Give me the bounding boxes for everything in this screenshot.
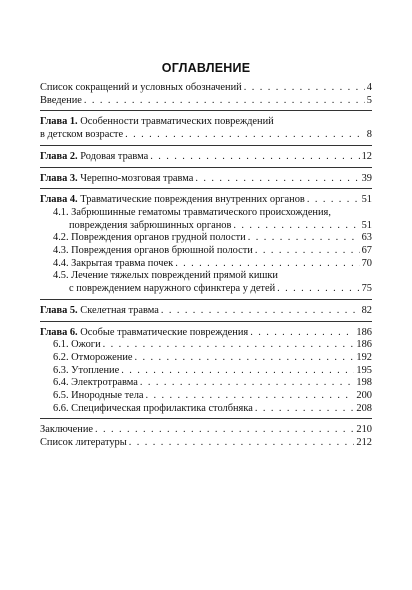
leader-dots bbox=[195, 173, 359, 186]
chapter-label: Глава 4. bbox=[40, 194, 78, 206]
toc-entry-text: 4.5. Лечение тяжелых повреждений прямой кишки bbox=[53, 270, 278, 282]
leader-dots bbox=[175, 258, 359, 271]
toc-entry-text: Особые травматические повреждения bbox=[80, 326, 249, 338]
toc-entry-text: 6.5. Инородные тела bbox=[53, 390, 144, 402]
toc-entry-section-6-6[interactable] bbox=[40, 403, 372, 416]
toc-page-number: 51 bbox=[361, 219, 372, 231]
leader-dots bbox=[248, 232, 360, 245]
section-divider bbox=[40, 321, 372, 322]
toc-entry-text: 6.3. Утопление bbox=[53, 364, 120, 376]
leader-dots bbox=[250, 327, 354, 340]
toc-page-number: 51 bbox=[361, 194, 372, 206]
toc-entry-text: 4.1. Забрюшинные гематомы травматического происхождения, bbox=[53, 206, 331, 218]
chapter-label: Глава 6. bbox=[40, 326, 78, 338]
toc-page-number: 198 bbox=[356, 377, 372, 389]
section-divider bbox=[40, 167, 372, 168]
toc-entry-line bbox=[40, 116, 372, 129]
chapter-label: Глава 5. bbox=[40, 304, 78, 316]
toc-page-number: 186 bbox=[356, 339, 372, 351]
section-divider bbox=[40, 145, 372, 146]
toc-entry-text-continued: повреждения забрюшинных органов bbox=[69, 219, 232, 231]
toc-page-number: 82 bbox=[361, 304, 372, 316]
toc-entry-introduction[interactable] bbox=[40, 95, 372, 108]
toc-page-number: 200 bbox=[356, 390, 372, 402]
toc-entry-chapter-3[interactable] bbox=[40, 173, 372, 186]
toc-page-number: 210 bbox=[356, 424, 372, 436]
chapter-label: Глава 3. bbox=[40, 172, 78, 184]
toc-page-number: 8 bbox=[366, 129, 372, 141]
leader-dots bbox=[140, 377, 355, 390]
toc-page-number: 4 bbox=[366, 82, 372, 93]
page-title: ОГЛАВЛЕНИЕ bbox=[161, 61, 251, 75]
toc-entry-chapter-2[interactable] bbox=[40, 151, 372, 164]
toc-entry-text: Травматические повреждения внутренних органов bbox=[80, 194, 305, 206]
toc-entry-text: Особенности травматических повреждений bbox=[80, 116, 274, 128]
section-divider bbox=[40, 418, 372, 419]
leader-dots bbox=[84, 95, 365, 108]
toc-entry-text: Черепно-мозговая травма bbox=[80, 172, 194, 184]
toc-entry-section-6-1[interactable] bbox=[40, 339, 372, 352]
toc-entry-section-4-2[interactable] bbox=[40, 232, 372, 245]
leader-dots bbox=[150, 151, 359, 164]
leader-dots bbox=[244, 82, 365, 95]
toc-entry-section-4-3[interactable] bbox=[40, 245, 372, 258]
leader-dots bbox=[135, 352, 355, 365]
toc-entry-chapter-1[interactable] bbox=[40, 116, 372, 141]
leader-dots bbox=[121, 365, 354, 378]
toc-entry-chapter-5[interactable] bbox=[40, 305, 372, 318]
toc-page-number: 75 bbox=[361, 283, 372, 295]
toc-entry-text-continued: в детском возрасте bbox=[40, 129, 124, 141]
toc-entry-references[interactable] bbox=[40, 437, 372, 450]
leader-dots bbox=[161, 305, 360, 318]
toc-page-number: 192 bbox=[356, 351, 372, 363]
chapter-label: Глава 1. bbox=[40, 116, 78, 128]
toc-entry-abbreviations[interactable] bbox=[40, 82, 372, 95]
toc-page-number: 70 bbox=[361, 257, 372, 269]
leader-dots bbox=[307, 194, 360, 207]
leader-dots bbox=[129, 437, 355, 450]
toc-page-number: 67 bbox=[361, 245, 372, 257]
toc-entry-section-6-5[interactable] bbox=[40, 390, 372, 403]
toc-entry-section-4-5[interactable] bbox=[40, 270, 372, 295]
leader-dots bbox=[103, 339, 355, 352]
toc-entry-text: Скелетная травма bbox=[80, 304, 159, 316]
toc-entry-text: 6.4. Электротравма bbox=[53, 377, 138, 389]
section-divider bbox=[40, 188, 372, 189]
section-divider bbox=[40, 110, 372, 111]
toc-page-number: 12 bbox=[361, 150, 372, 162]
chapter-label: Глава 2. bbox=[40, 150, 78, 162]
toc-entry-text: 6.6. Специфическая профилактика столбняка bbox=[53, 402, 253, 414]
toc-page-number: 195 bbox=[356, 364, 372, 376]
table-of-contents bbox=[40, 82, 372, 450]
toc-entry-text: Список литературы bbox=[40, 437, 127, 449]
toc-entry-section-6-4[interactable] bbox=[40, 377, 372, 390]
toc-entry-section-6-3[interactable] bbox=[40, 365, 372, 378]
toc-entry-text: Введение bbox=[40, 94, 82, 106]
toc-entry-text: 6.2. Отморожение bbox=[53, 351, 133, 363]
toc-entry-text: Список сокращений и условных обозначений bbox=[40, 82, 242, 93]
toc-entry-chapter-4[interactable] bbox=[40, 194, 372, 207]
leader-dots bbox=[125, 129, 365, 142]
toc-page-number: 212 bbox=[356, 437, 372, 449]
leader-dots bbox=[255, 403, 355, 416]
toc-page-number: 39 bbox=[361, 172, 372, 184]
leader-dots bbox=[146, 390, 355, 403]
toc-entry-text: Заключение bbox=[40, 424, 93, 436]
toc-entry-text: 4.4. Закрытая травма почек bbox=[53, 257, 174, 269]
leader-dots bbox=[255, 245, 360, 258]
toc-page-number: 5 bbox=[366, 94, 372, 106]
toc-entry-text: 4.3. Повреждения органов брюшной полости bbox=[53, 245, 253, 257]
toc-entry-text: Родовая травма bbox=[80, 150, 149, 162]
toc-entry-text: 6.1. Ожоги bbox=[53, 339, 101, 351]
leader-dots bbox=[277, 283, 359, 296]
section-divider bbox=[40, 299, 372, 300]
toc-entry-section-4-1[interactable] bbox=[40, 207, 372, 232]
toc-entry-text: 4.2. Повреждения органов грудной полости bbox=[53, 232, 246, 244]
toc-page-number: 63 bbox=[361, 232, 372, 244]
toc-entry-conclusion[interactable] bbox=[40, 424, 372, 437]
toc-entry-section-4-4[interactable] bbox=[40, 258, 372, 271]
toc-page-number: 186 bbox=[356, 326, 372, 338]
toc-entry-text-continued: с повреждением наружного сфинктера у детей bbox=[69, 283, 276, 295]
leader-dots bbox=[233, 220, 359, 233]
toc-entry-chapter-6[interactable] bbox=[40, 327, 372, 340]
leader-dots bbox=[95, 424, 354, 437]
toc-page-number: 208 bbox=[356, 402, 372, 414]
toc-entry-section-6-2[interactable] bbox=[40, 352, 372, 365]
